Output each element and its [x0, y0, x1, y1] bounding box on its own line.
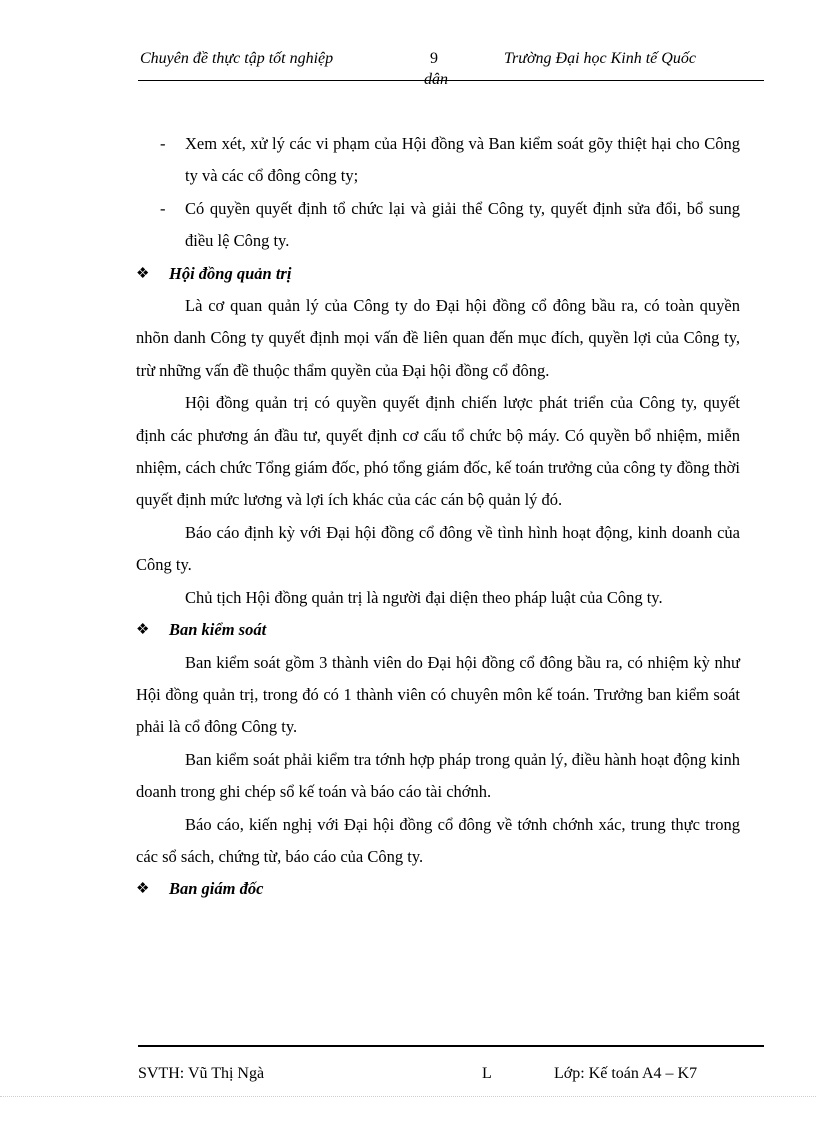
paragraph: Báo cáo, kiến nghị với Đại hội đồng cổ đông về tớnh chớnh xác, trung thực trong các sổ sách, chứng từ, báo cáo của Công ty.	[136, 814, 740, 866]
footer-middle: L	[482, 1065, 492, 1082]
header-title: Chuyên đề thực tập tốt nghiệp	[140, 50, 334, 67]
paragraph: Báo cáo định kỳ với Đại hội đồng cổ đông về tình hình hoạt động, kinh doanh của Công ty.	[136, 522, 740, 575]
footer-student: SVTH: Vũ Thị Ngà	[138, 1065, 265, 1082]
header-rule	[138, 80, 764, 81]
dash-marker: -	[160, 134, 166, 153]
dash-marker: -	[160, 198, 166, 218]
page-number: 9	[430, 50, 438, 67]
list-item-text: Xem xét, xử lý các vi phạm của Hội đồng và Ban kiểm soát gõy thiệt hại cho Công ty và các cổ đông công ty;	[185, 134, 740, 186]
section-heading-text: Hội đồng quản trị	[169, 263, 292, 283]
paragraph: Là cơ quan quản lý của Công ty do Đại hội đồng cổ đông bầu ra, có toàn quyền nhõn danh Công ty quyết định mọi vấn đề liên quan đến mục đích, quyền lợi của Công ty, trừ những vấn đề thuộc thẩm quyền của Đại hội đồng cổ đông.	[136, 296, 740, 380]
footer-rule	[138, 1045, 764, 1047]
section-heading-bgd	[136, 873, 740, 905]
diamond-bullet-icon: ❖	[136, 622, 150, 639]
section-heading-text: Ban giám đốc	[169, 879, 264, 899]
paragraph: Hội đồng quản trị có quyền quyết định chiến lược phát triển của Công ty, quyết định các phương án đầu tư, quyết định cơ cấu tổ chức bộ máy. Có quyền bổ nhiệm, miễn nhiệm, cách chức Tổng giám đốc, phó tổng giám đốc, kế toán trưởng của công ty đồng thời quyết định mức lương và lợi ích khác của các cán bộ quản lý đó.	[136, 393, 740, 510]
list-item	[136, 128, 740, 193]
paragraph: Ban kiểm soát gồm 3 thành viên do Đại hội đồng cổ đông bầu ra, có nhiệm kỳ như Hội đồng quản trị, trong đó có 1 thành viên có chuyên môn kế toán. Trưởng ban kiểm soát phải là cổ đông Công ty.	[136, 652, 740, 737]
footer-class: Lớp: Kế toán A4 – K7	[554, 1065, 698, 1082]
paragraph: Chủ tịch Hội đồng quản trị là người đại diện theo pháp luật của Công ty.	[185, 587, 663, 607]
header-university-wrap: dân	[424, 71, 448, 88]
list-item-text: Có quyền quyết định tổ chức lại và giải thể Công ty, quyết định sửa đổi, bổ sung điều lệ Công ty.	[185, 198, 740, 251]
section-heading-bks	[136, 614, 740, 646]
section-heading-hdqt	[136, 258, 740, 290]
diamond-bullet-icon: ❖	[136, 881, 150, 898]
section-heading-text: Ban kiểm soát	[169, 620, 267, 640]
header-university: Trường Đại học Kinh tế Quốc	[504, 50, 696, 67]
diamond-bullet-icon: ❖	[136, 265, 150, 282]
paragraph: Ban kiểm soát phải kiểm tra tớnh hợp pháp trong quản lý, điều hành hoạt động kinh doanh trong ghi chép sổ kế toán và báo cáo tài chớnh.	[136, 749, 740, 802]
document-body	[136, 128, 740, 906]
list-item	[136, 193, 740, 258]
page-edge-divider	[0, 1096, 816, 1097]
